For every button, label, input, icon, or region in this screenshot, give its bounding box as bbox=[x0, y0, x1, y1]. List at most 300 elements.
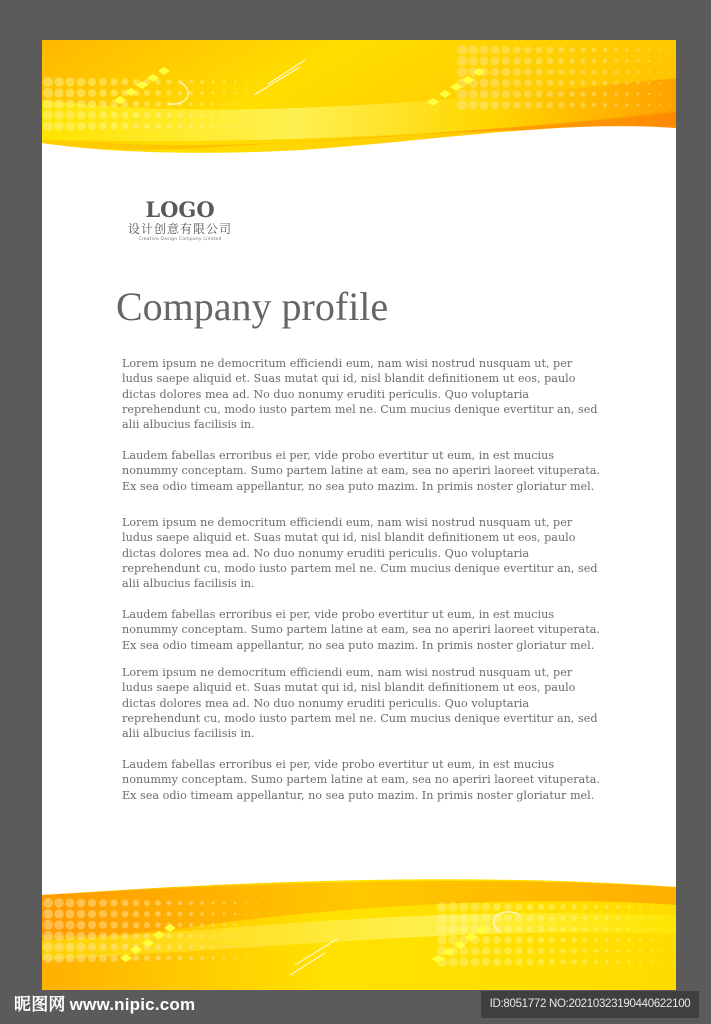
halftone-dot bbox=[513, 57, 521, 65]
halftone-dot bbox=[54, 99, 64, 109]
halftone-dot bbox=[65, 898, 74, 907]
halftone-dot bbox=[672, 939, 674, 941]
halftone-dot bbox=[245, 103, 247, 105]
halftone-dot bbox=[502, 90, 510, 98]
halftone-dot bbox=[43, 110, 53, 120]
site-watermark bbox=[14, 994, 195, 1016]
halftone-dot bbox=[605, 927, 609, 931]
halftone-dot bbox=[178, 945, 183, 950]
halftone-dot bbox=[524, 79, 531, 86]
halftone-dot bbox=[133, 123, 139, 129]
halftone-dot bbox=[592, 81, 597, 86]
halftone-dot bbox=[99, 943, 107, 951]
halftone-dot bbox=[211, 934, 214, 937]
halftone-dot bbox=[448, 913, 458, 923]
halftone-dot bbox=[616, 916, 620, 920]
halftone-dot bbox=[672, 906, 674, 908]
halftone-dot bbox=[65, 77, 74, 86]
halftone-dot bbox=[189, 80, 193, 84]
halftone-dot bbox=[491, 68, 500, 77]
halftone-dot bbox=[650, 961, 652, 963]
halftone-dot bbox=[479, 100, 488, 109]
halftone-dot bbox=[648, 49, 650, 51]
halftone-dot bbox=[245, 957, 247, 959]
halftone-dot bbox=[99, 954, 107, 962]
paragraph: Lorem ipsum ne democritum efficiendi eum, nam wisi nostrud nusquam ut, per ludus saepe aliquid et. Suas mutat qui id, nisl blandit definitionem ut eos, paulo dictas dolores mea ad. No duo nonumy eruditi periculis. Quo voluptaria reprehendunt cu, modo iusto partem mel ne. Cum mucius denique evertitur an, sed alii albucius facilisis in. bbox=[122, 516, 598, 591]
halftone-dot bbox=[223, 125, 226, 128]
halftone-dot bbox=[256, 924, 258, 926]
halftone-dot bbox=[166, 933, 171, 938]
halftone-dot bbox=[527, 926, 534, 933]
halftone-dot bbox=[189, 934, 193, 938]
halftone-dot bbox=[200, 102, 204, 106]
halftone-dot bbox=[99, 111, 107, 119]
halftone-dot bbox=[536, 80, 543, 87]
halftone-dot bbox=[133, 955, 139, 961]
halftone-dot bbox=[245, 935, 247, 937]
halftone-dot bbox=[659, 71, 661, 73]
top-wave-banner bbox=[42, 40, 676, 160]
halftone-dot bbox=[536, 69, 543, 76]
halftone-dot bbox=[536, 47, 543, 54]
halftone-dot bbox=[493, 903, 501, 911]
halftone-dot bbox=[558, 47, 564, 53]
halftone-dot bbox=[592, 70, 597, 75]
halftone-dot bbox=[189, 102, 193, 106]
halftone-dot bbox=[457, 89, 467, 99]
halftone-dot bbox=[605, 905, 609, 909]
halftone-dot bbox=[524, 90, 531, 97]
halftone-dot bbox=[223, 957, 226, 960]
halftone-dot bbox=[54, 942, 64, 952]
halftone-dot bbox=[245, 92, 247, 94]
halftone-dot bbox=[659, 104, 661, 106]
halftone-dot bbox=[661, 928, 663, 930]
halftone-dot bbox=[637, 104, 640, 107]
halftone-dot bbox=[594, 949, 598, 953]
halftone-dot bbox=[549, 948, 555, 954]
halftone-dot bbox=[569, 69, 575, 75]
halftone-dot bbox=[513, 79, 521, 87]
halftone-dot bbox=[166, 944, 171, 949]
halftone-dot bbox=[211, 102, 214, 105]
halftone-dot bbox=[614, 48, 618, 52]
halftone-dot bbox=[54, 121, 64, 131]
halftone-dot bbox=[457, 100, 467, 110]
halftone-dot bbox=[560, 915, 566, 921]
halftone-dot bbox=[77, 899, 86, 908]
halftone-dot bbox=[625, 70, 628, 73]
halftone-dot bbox=[616, 960, 620, 964]
halftone-dot bbox=[65, 110, 74, 119]
halftone-dot bbox=[256, 902, 258, 904]
halftone-dot bbox=[133, 900, 139, 906]
halftone-dot bbox=[256, 81, 258, 83]
halftone-dot bbox=[580, 47, 585, 52]
halftone-dot bbox=[670, 71, 672, 73]
halftone-dot bbox=[583, 949, 588, 954]
halftone-dot bbox=[211, 912, 214, 915]
halftone-dot bbox=[189, 91, 193, 95]
halftone-dot bbox=[639, 961, 642, 964]
halftone-dot bbox=[648, 71, 650, 73]
halftone-dot bbox=[471, 914, 480, 923]
halftone-dot bbox=[637, 82, 640, 85]
halftone-dot bbox=[189, 901, 193, 905]
halftone-dot bbox=[256, 913, 258, 915]
halftone-dot bbox=[43, 77, 53, 87]
halftone-dot bbox=[648, 93, 650, 95]
halftone-dot bbox=[200, 901, 204, 905]
halftone-dot bbox=[99, 899, 107, 907]
halftone-dot bbox=[482, 903, 490, 911]
halftone-dot bbox=[166, 911, 171, 916]
halftone-dot bbox=[594, 927, 598, 931]
halftone-dot bbox=[513, 101, 521, 109]
halftone-dot bbox=[627, 938, 630, 941]
halftone-dot bbox=[504, 914, 512, 922]
halftone-dot bbox=[155, 79, 161, 85]
halftone-dot bbox=[659, 60, 661, 62]
halftone-dot bbox=[625, 92, 628, 95]
halftone-dot bbox=[639, 928, 642, 931]
halftone-dot bbox=[560, 937, 566, 943]
halftone-dot bbox=[547, 91, 553, 97]
halftone-dot bbox=[234, 92, 236, 94]
halftone-dot bbox=[110, 910, 117, 917]
halftone-dot bbox=[605, 916, 609, 920]
halftone-dot bbox=[110, 111, 117, 118]
halftone-dot bbox=[178, 901, 183, 906]
halftone-dot bbox=[155, 101, 161, 107]
halftone-dot bbox=[122, 944, 129, 951]
halftone-dot bbox=[648, 104, 650, 106]
halftone-dot bbox=[670, 104, 672, 106]
halftone-dot bbox=[538, 904, 544, 910]
halftone-dot bbox=[614, 70, 618, 74]
halftone-dot bbox=[482, 958, 490, 966]
halftone-dot bbox=[527, 959, 534, 966]
halftone-dot bbox=[625, 48, 628, 51]
halftone-dot bbox=[155, 911, 161, 917]
halftone-dot bbox=[437, 902, 447, 912]
company-logo bbox=[118, 198, 242, 243]
halftone-dot bbox=[200, 912, 204, 916]
halftone-dot bbox=[479, 56, 488, 65]
halftone-dot bbox=[155, 922, 161, 928]
halftone-dot bbox=[471, 947, 480, 956]
halftone-dot bbox=[527, 937, 534, 944]
halftone-dot bbox=[256, 946, 258, 948]
halftone-dot bbox=[43, 99, 53, 109]
halftone-dot bbox=[558, 58, 564, 64]
halftone-dot bbox=[549, 937, 555, 943]
halftone-dot bbox=[558, 91, 564, 97]
halftone-dot bbox=[549, 904, 555, 910]
halftone-dot bbox=[549, 959, 555, 965]
halftone-dot bbox=[560, 948, 566, 954]
halftone-dot bbox=[571, 948, 576, 953]
logo-mark: LOGO bbox=[145, 197, 215, 222]
halftone-dot bbox=[491, 101, 500, 110]
halftone-dot bbox=[625, 59, 628, 62]
halftone-dot bbox=[178, 91, 183, 96]
halftone-dot bbox=[54, 920, 64, 930]
halftone-dot bbox=[65, 920, 74, 929]
halftone-dot bbox=[513, 46, 521, 54]
halftone-dot bbox=[639, 939, 642, 942]
halftone-dot bbox=[133, 101, 139, 107]
halftone-dot bbox=[65, 931, 74, 940]
halftone-dot bbox=[560, 926, 566, 932]
halftone-dot bbox=[122, 112, 129, 119]
halftone-dot bbox=[144, 123, 150, 129]
halftone-dot bbox=[155, 123, 161, 129]
halftone-dot bbox=[524, 68, 531, 75]
halftone-dot bbox=[77, 111, 86, 120]
image-id-label: ID:8051772 NO:20210323190440622100 bbox=[481, 991, 699, 1018]
halftone-dot bbox=[77, 122, 86, 131]
halftone-dot bbox=[245, 913, 247, 915]
halftone-dot bbox=[580, 91, 585, 96]
halftone-dot bbox=[482, 947, 490, 955]
halftone-dot bbox=[99, 78, 107, 86]
halftone-dot bbox=[560, 904, 566, 910]
halftone-dot bbox=[155, 112, 161, 118]
halftone-dot bbox=[502, 46, 510, 54]
halftone-dot bbox=[65, 99, 74, 108]
halftone-dot bbox=[256, 103, 258, 105]
paragraph: Laudem fabellas erroribus ei per, vide probo evertitur ut eum, in est mucius nonummy conceptam. Sumo partem latine at eam, sea no aperiri laoreet vituperata. Ex sea odio timeam appellantur, no sea puto mazim. In primis noster gloriatur mel. bbox=[122, 758, 600, 802]
halftone-dot bbox=[603, 81, 607, 85]
halftone-dot bbox=[547, 58, 553, 64]
halftone-dot bbox=[650, 906, 652, 908]
halftone-dot bbox=[99, 932, 107, 940]
halftone-dot bbox=[627, 960, 630, 963]
halftone-dot bbox=[648, 60, 650, 62]
halftone-dot bbox=[234, 81, 236, 83]
halftone-dot bbox=[538, 937, 544, 943]
halftone-dot bbox=[603, 92, 607, 96]
halftone-dot bbox=[54, 110, 64, 120]
halftone-dot bbox=[661, 950, 663, 952]
halftone-dot bbox=[223, 81, 226, 84]
halftone-dot bbox=[110, 899, 117, 906]
halftone-dot bbox=[77, 943, 86, 952]
halftone-dot bbox=[122, 922, 129, 929]
halftone-dot bbox=[144, 112, 150, 118]
halftone-dot bbox=[234, 957, 236, 959]
halftone-dot bbox=[580, 102, 585, 107]
halftone-dot bbox=[627, 949, 630, 952]
halftone-dot bbox=[569, 58, 575, 64]
halftone-dot bbox=[580, 69, 585, 74]
halftone-dot bbox=[616, 927, 620, 931]
halftone-dot bbox=[256, 125, 258, 127]
halftone-dot bbox=[189, 113, 193, 117]
halftone-dot bbox=[515, 947, 522, 954]
halftone-dot bbox=[200, 945, 204, 949]
halftone-dot bbox=[625, 81, 628, 84]
halftone-dot bbox=[637, 71, 640, 74]
halftone-dot bbox=[583, 960, 588, 965]
halftone-dot bbox=[491, 57, 500, 66]
halftone-dot bbox=[616, 905, 620, 909]
halftone-dot bbox=[65, 121, 74, 130]
halftone-dot bbox=[189, 923, 193, 927]
halftone-dot bbox=[133, 922, 139, 928]
halftone-dot bbox=[524, 46, 531, 53]
halftone-dot bbox=[569, 102, 575, 108]
paragraph: Laudem fabellas erroribus ei per, vide probo evertitur ut eum, in est mucius nonummy conceptam. Sumo partem latine at eam, sea no aperiri laoreet vituperata. Ex sea odio timeam appellantur, no sea puto mazim. In primis noster gloriatur mel. bbox=[122, 608, 600, 652]
halftone-dot bbox=[471, 903, 480, 912]
halftone-dot bbox=[245, 125, 247, 127]
halftone-dot bbox=[571, 915, 576, 920]
halftone-dot bbox=[144, 900, 150, 906]
halftone-dot bbox=[549, 926, 555, 932]
halftone-dot bbox=[605, 960, 609, 964]
halftone-dot bbox=[569, 80, 575, 86]
halftone-dot bbox=[457, 56, 467, 66]
halftone-dot bbox=[99, 921, 107, 929]
halftone-dot bbox=[43, 953, 53, 963]
halftone-dot bbox=[661, 906, 663, 908]
halftone-dot bbox=[482, 914, 490, 922]
halftone-dot bbox=[77, 921, 86, 930]
halftone-dot bbox=[670, 49, 672, 51]
halftone-dot bbox=[513, 68, 521, 76]
halftone-dot bbox=[122, 79, 129, 86]
halftone-dot bbox=[99, 122, 107, 130]
halftone-dot bbox=[468, 45, 478, 55]
halftone-dot bbox=[614, 92, 618, 96]
halftone-dot bbox=[189, 945, 193, 949]
halftone-dot bbox=[133, 933, 139, 939]
halftone-dot bbox=[594, 905, 598, 909]
halftone-dot bbox=[479, 78, 488, 87]
halftone-dot bbox=[77, 932, 86, 941]
halftone-dot bbox=[200, 91, 204, 95]
halftone-dot bbox=[594, 916, 598, 920]
halftone-dot bbox=[650, 950, 652, 952]
text-section-3 bbox=[122, 665, 602, 819]
halftone-dot bbox=[538, 915, 544, 921]
halftone-dot bbox=[457, 67, 467, 77]
halftone-dot bbox=[133, 112, 139, 118]
halftone-dot bbox=[122, 900, 129, 907]
halftone-dot bbox=[592, 103, 597, 108]
halftone-dot bbox=[538, 926, 544, 932]
halftone-dot bbox=[670, 82, 672, 84]
halftone-dot bbox=[65, 88, 74, 97]
text-section-2 bbox=[122, 515, 602, 669]
halftone-dot bbox=[536, 91, 543, 98]
halftone-dot bbox=[178, 956, 183, 961]
halftone-dot bbox=[189, 956, 193, 960]
halftone-dot bbox=[166, 90, 171, 95]
halftone-dot bbox=[580, 58, 585, 63]
halftone-dot bbox=[200, 113, 204, 117]
halftone-dot bbox=[459, 957, 468, 966]
halftone-dot bbox=[155, 955, 161, 961]
halftone-dot bbox=[504, 903, 512, 911]
company-name-cn: 设计创意有限公司 bbox=[127, 222, 232, 236]
halftone-dot bbox=[491, 90, 500, 99]
halftone-dot bbox=[234, 125, 236, 127]
halftone-dot bbox=[166, 123, 171, 128]
halftone-dot bbox=[166, 112, 171, 117]
halftone-dot bbox=[110, 921, 117, 928]
halftone-dot bbox=[234, 114, 236, 116]
halftone-dot bbox=[580, 80, 585, 85]
halftone-dot bbox=[569, 91, 575, 97]
halftone-dot bbox=[639, 906, 642, 909]
halftone-dot bbox=[88, 100, 96, 108]
halftone-dot bbox=[211, 124, 214, 127]
halftone-dot bbox=[223, 902, 226, 905]
halftone-dot bbox=[448, 924, 458, 934]
halftone-dot bbox=[256, 957, 258, 959]
halftone-dot bbox=[234, 913, 236, 915]
halftone-dot bbox=[189, 912, 193, 916]
halftone-dot bbox=[189, 124, 193, 128]
halftone-dot bbox=[43, 909, 53, 919]
halftone-dot bbox=[88, 122, 96, 130]
halftone-dot bbox=[65, 909, 74, 918]
halftone-dot bbox=[200, 934, 204, 938]
halftone-dot bbox=[234, 924, 236, 926]
halftone-dot bbox=[672, 928, 674, 930]
halftone-dot bbox=[110, 78, 117, 85]
halftone-dot bbox=[144, 955, 150, 961]
halftone-dot bbox=[538, 959, 544, 965]
halftone-dot bbox=[594, 938, 598, 942]
halftone-dot bbox=[448, 902, 458, 912]
halftone-dot bbox=[88, 954, 96, 962]
halftone-dot bbox=[88, 89, 96, 97]
halftone-dot bbox=[77, 89, 86, 98]
halftone-dot bbox=[166, 79, 171, 84]
halftone-dot bbox=[43, 121, 53, 131]
halftone-dot bbox=[54, 909, 64, 919]
halftone-dot bbox=[155, 90, 161, 96]
halftone-dot bbox=[672, 950, 674, 952]
halftone-dot bbox=[538, 948, 544, 954]
halftone-dot bbox=[569, 47, 575, 53]
halftone-dot bbox=[54, 953, 64, 963]
halftone-dot bbox=[672, 961, 674, 963]
halftone-dot bbox=[110, 943, 117, 950]
halftone-dot bbox=[245, 902, 247, 904]
halftone-dot bbox=[77, 100, 86, 109]
halftone-dot bbox=[493, 958, 501, 966]
halftone-dot bbox=[625, 103, 628, 106]
halftone-dot bbox=[627, 916, 630, 919]
halftone-dot bbox=[211, 901, 214, 904]
halftone-dot bbox=[77, 954, 86, 963]
halftone-dot bbox=[515, 925, 522, 932]
halftone-dot bbox=[583, 938, 588, 943]
halftone-dot bbox=[482, 936, 490, 944]
halftone-dot bbox=[605, 938, 609, 942]
halftone-dot bbox=[468, 89, 478, 99]
halftone-dot bbox=[88, 78, 96, 86]
halftone-dot bbox=[661, 917, 663, 919]
letterhead-page bbox=[42, 40, 676, 990]
halftone-dot bbox=[527, 948, 534, 955]
halftone-dot bbox=[88, 932, 96, 940]
halftone-dot bbox=[256, 935, 258, 937]
